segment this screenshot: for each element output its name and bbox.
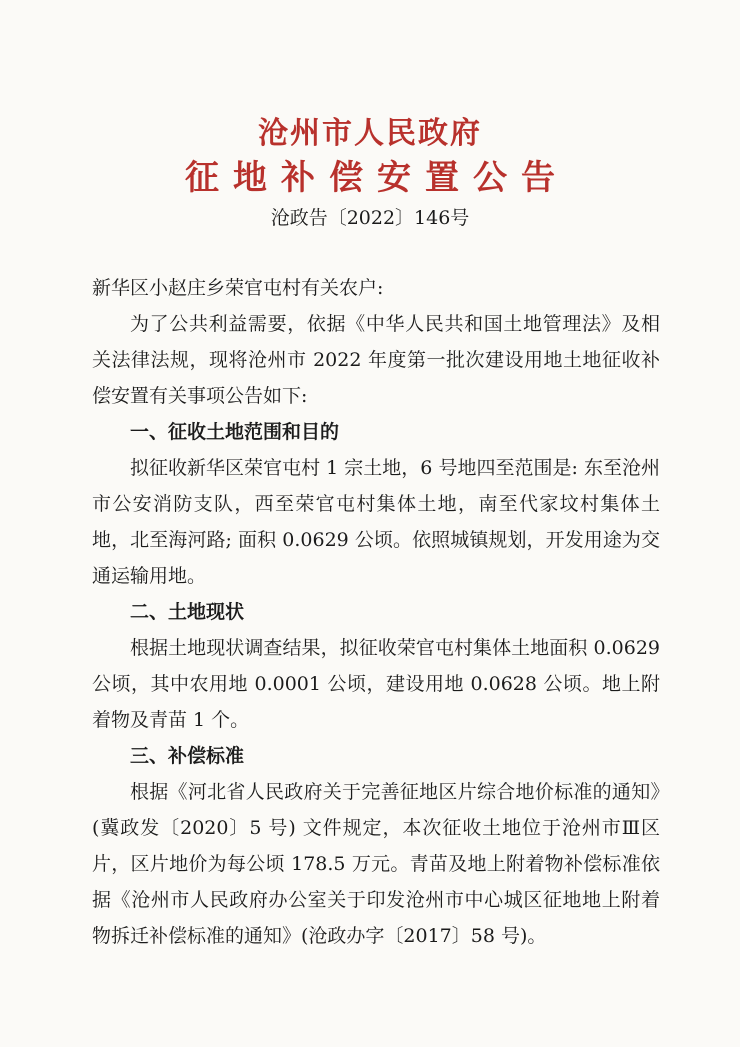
section-text-3: 根据《河北省人民政府关于完善征地区片综合地价标准的通知》(冀政发〔2020〕5 号) 文件规定，本次征收土地位于沧州市Ⅲ区片，区片地价为每公顷 178.5 万元。青苗及地上附着物补偿标准依据《沧州市人民政府办公室关于印发沧州市中心城区征地地上附着物拆迁补偿标准的通知》(沧政办字〔2017〕58 号)。 (92, 781, 660, 947)
section-heading-3: 三、补偿标准 (130, 745, 245, 767)
document-number: 沧政告〔2022〕146号 (270, 207, 470, 229)
notice-body (92, 270, 660, 954)
section-text-2: 根据土地现状调查结果，拟征收荣官屯村集体土地面积 0.0629 公顷，其中农用地 0.0001 公顷，建设用地 0.0628 公顷。地上附着物及青苗 1 个。 (92, 637, 660, 731)
addressee: 新华区小赵庄乡荣官屯村有关农户: (92, 277, 384, 299)
notice-title: 征地补偿安置公告 (185, 158, 569, 198)
section-heading-2: 二、土地现状 (130, 601, 245, 623)
intro-paragraph: 为了公共利益需要，依据《中华人民共和国土地管理法》及相关法律法规，现将沧州市 2022 年度第一批次建设用地土地征收补偿安置有关事项公告如下: (92, 313, 660, 407)
issuer-title: 沧州市人民政府 (258, 116, 482, 151)
section-text-1: 拟征收新华区荣官屯村 1 宗土地，6 号地四至范围是: 东至沧州市公安消防支队，西至荣官屯村集体土地，南至代家坟村集体土地，北至海河路; 面积 0.0629 公顷。依照城镇规划，开发用途为交通运输用地。 (92, 457, 660, 587)
section-heading-1: 一、征收土地范围和目的 (130, 421, 340, 443)
